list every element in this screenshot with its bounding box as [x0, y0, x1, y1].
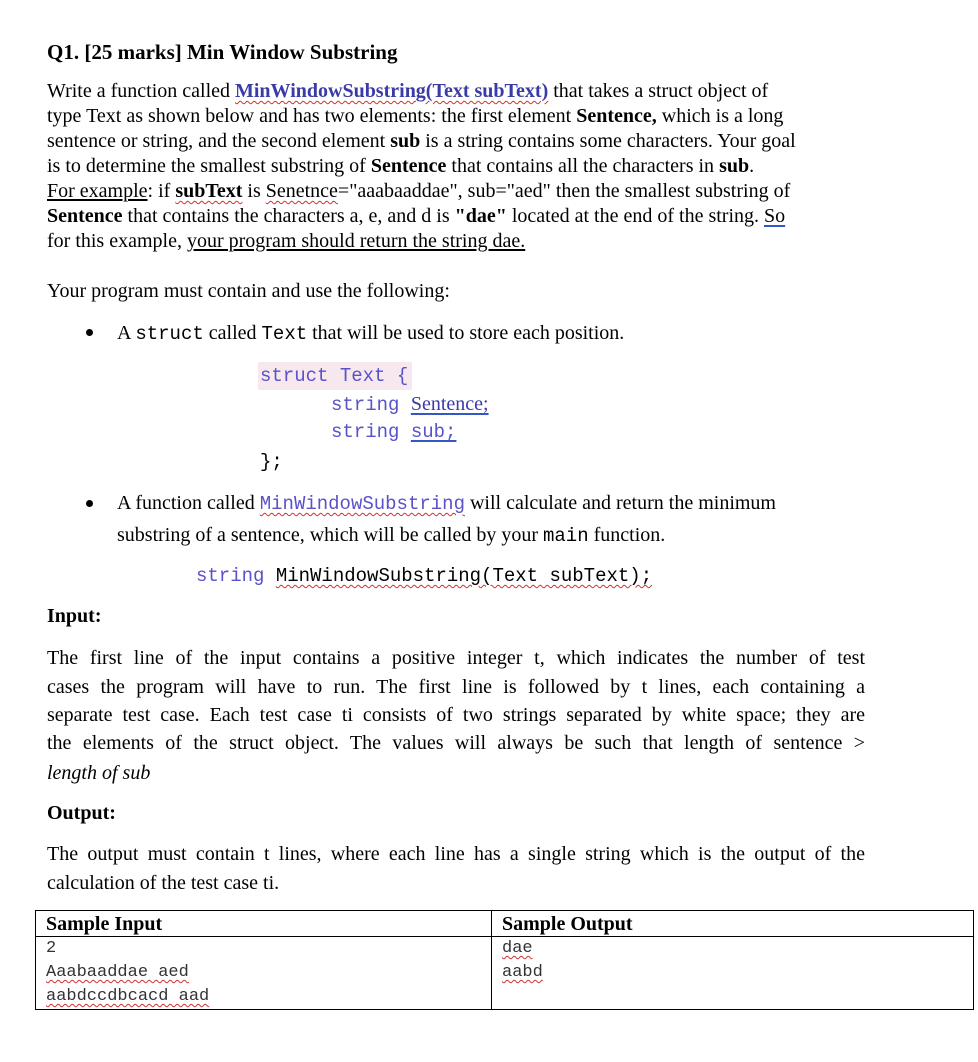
bullet-dot: [86, 329, 93, 336]
code-field-sub: string sub;: [331, 421, 457, 443]
output-line-1: The output must contain t lines, where each line has a single string which is the output of the: [47, 843, 865, 865]
bullet-dot: [86, 500, 93, 507]
question-title: Q1. [25 marks] Min Window Substring: [47, 40, 398, 64]
intro-line-2: type Text as shown below and has two elements: the first element Sentence, which is a long: [47, 105, 784, 127]
bullet-struct: A struct called Text that will be used to store each position.: [117, 322, 625, 345]
code-struct-open: struct Text {: [258, 362, 412, 390]
sample-output-line: dae: [502, 939, 533, 958]
code-field-sentence: string Sentence;: [331, 393, 489, 416]
intro-line-1: Write a function called MinWindowSubstring(Text subText) that takes a struct object of: [47, 80, 769, 102]
sample-input-line: 2: [46, 939, 57, 958]
input-line-4: the elements of the struct object. The values will always be such that length of sentence >: [47, 732, 865, 754]
sample-output-cell: [492, 937, 974, 1010]
sample-table: [35, 910, 974, 1010]
sample-input-line: aabdccdbcacd aad: [46, 987, 210, 1006]
bullet-function-line-1: A function called MinWindowSubstring will calculate and return the minimum: [117, 492, 776, 515]
input-line-3: separate test case. Each test case ti consists of two strings separated by white space; they are: [47, 704, 865, 726]
input-heading: Input:: [47, 605, 102, 627]
intro-line-6: Sentence that contains the characters a, e, and d is "dae" located at the end of the string. So: [47, 205, 786, 227]
sample-input-header: Sample Input: [36, 911, 492, 937]
input-line-2: cases the program will have to run. The first line is followed by t lines, each containing a: [47, 676, 865, 698]
code-struct-close: };: [260, 451, 283, 473]
sample-output-header: Sample Output: [492, 911, 974, 937]
intro-line-4: is to determine the smallest substring of Sentence that contains all the characters in sub.: [47, 155, 755, 177]
intro-line-5: For example: if subText is Senetnce="aaabaaddae", sub="aed" then the smallest substring of: [47, 180, 791, 202]
requirements-lead: Your program must contain and use the following:: [47, 280, 450, 302]
output-heading: Output:: [47, 802, 116, 824]
sample-output-line: aabd: [502, 963, 543, 982]
intro-line-7: for this example, your program should return the string dae.: [47, 230, 526, 252]
input-line-1: The first line of the input contains a positive integer t, which indicates the number of test: [47, 647, 865, 669]
function-signature: MinWindowSubstring(Text subText): [235, 80, 549, 102]
intro-line-3: sentence or string, and the second element sub is a string contains some characters. Your goal: [47, 130, 796, 152]
output-line-2: calculation of the test case ti.: [47, 872, 280, 894]
bullet-function-line-2: substring of a sentence, which will be called by your main function.: [117, 524, 666, 547]
sample-input-line: Aaabaaddae aed: [46, 963, 189, 982]
input-line-5: length of sub: [47, 762, 151, 784]
sample-input-cell: [36, 937, 492, 1010]
function-prototype: string MinWindowSubstring(Text subText);: [196, 565, 653, 587]
